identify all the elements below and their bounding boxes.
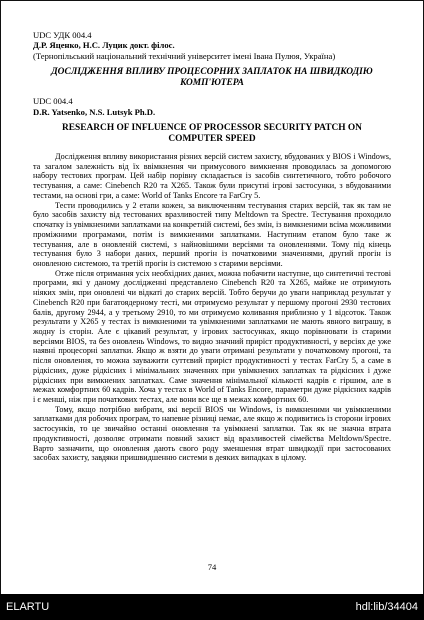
udc-en: UDC 004.4	[33, 96, 73, 107]
page-number: 74	[207, 562, 217, 572]
article-body	[33, 152, 391, 463]
affiliation-ua: (Тернопільський національний технічний університет імені Івана Пулюя, Україна)	[33, 50, 336, 61]
title-en: RESEARCH OF INFLUENCE OF PROCESSOR SECURITY PATCH ON COMPUTER SPEED	[62, 123, 362, 145]
authors-ua: Д.Р. Яценко, Н.С. Луцик докт. філос.	[33, 40, 175, 51]
paragraph: Тому, якщо потрібно вибрати, які версії BIOS чи Windows, із вимкненими чи увімкненими заплатками для робочих програм, то напевне різниці немає, але якщо ж подивитись із сторони ігрових застосунків, то це звичайно останні оновлення та увімкнені заплатки. Так як не значна втрата продуктивності, дозволяє отримати повний захист від вразливостей сімейства Meltdown/Spectre. Варто зазначити, що оновлення дають свого роду зменшення втрат швидкодії при застосованих засобах захисту, завдяки пришвидшенню системи в деяких випадках в цілому.	[33, 404, 391, 463]
document-page	[33, 30, 391, 463]
authors-en: D.R. Yatsenko, N.S. Lutsyk Ph.D.	[33, 106, 156, 117]
repository-footer	[0, 594, 424, 620]
udc-ua: UDC УДК 004.4	[33, 30, 92, 40]
title-ua: ДОСЛІДЖЕННЯ ВПЛИВУ ПРОЦЕСОРНИХ ЗАПЛАТОК НА ШВИДКОДІЮ КОМП'ЮТЕРА	[51, 67, 373, 89]
paragraph: Отже після отримання усіх необхідних даних, можна побачити наступне, що синтетичні тестові програми, які у даному дослідженні представлено Cinebench R20 та X265, майже не отримують ніяких змін, при оновлені чи відкаті до старих версій. Тобто беручи до уваги наприклад результат у Cinebench R20 при багатоядерному тесті, ми отримуємо результат у першому прогоні 2930 тестових балів, другому 2944, а у третьому 2910, то ми отримуємо коливання приблизно у 1 відсоток. Також результати у X265 у тестах із вимкненими та увімкненими заплатками не мають явного виграшу, в жодну із сторін. Але є цікавий результат, у ігрових застосунках, якщо порівнювати із старими версіями BIOS, та без оновлень Windows, то видно значний приріст продуктивності, у версіях де уже наявні процесорні заплатки. Якщо ж взяти до уваги отримані результати у початковому прогоні, та після оновлення, то можна зауважити суттєвий приріст продуктивності у тестах FarCry 5, а саме в рідкісних, дуже рідкісних і мінімальних значеннях при увімкнених заплатках та рідкісних і дуже рідкісних при вимкнених заплатках. Саме значення мінімальної кількості кадрів є гіршим, але в межах комфортних 60 кадрів. Хоча у тестах в World of Tanks Encore, параметри дуже рідкісних кадрів і є менші, ніж при початкових тестах, але вони все ще в межах комфортних 60.	[33, 268, 391, 404]
footer-repository-name[interactable]: ELARTU	[6, 601, 50, 613]
paragraph: Тести проводились у 2 етапи кожен, за виключенням тестування старих версій, так як там не було засобів захисту від тестованих вразливостей типу Meltdown та Spectre. Тестування проходило спочатку із увімкненими заплатками на конкретній системі, без змін, із вимкненими всіма можливими проміжними програмами, потім із вимкненими заплатками. Наступним етапом було таке ж тестування, але в оновленій системі, з найновішими версіями та оновленнями. Тому під кінець тестування було 3 набори даних, перший прогін із початковими значеннями, другий прогін із оновленою системою, та третій прогін із системою з старими версіями.	[33, 200, 391, 268]
paragraph: Дослідження впливу використання різних версій систем захисту, вбудованих у BIOS і Windows, та загалом залежність від їх ввімкнення чи примусового вимкнення проводилась за допомогою набору тестових програм. Цей набір порівну складається із засобів синтетичного, тобто робочого тестування, а саме: Cinebench R20 та X265. Також були присутні ігрові застосунки, з вбудованими тестами, на основі гри, а саме: World of Tanks Encore та FarCry 5.	[33, 152, 391, 200]
footer-handle-link[interactable]: hdl:lib/34404	[355, 601, 418, 613]
